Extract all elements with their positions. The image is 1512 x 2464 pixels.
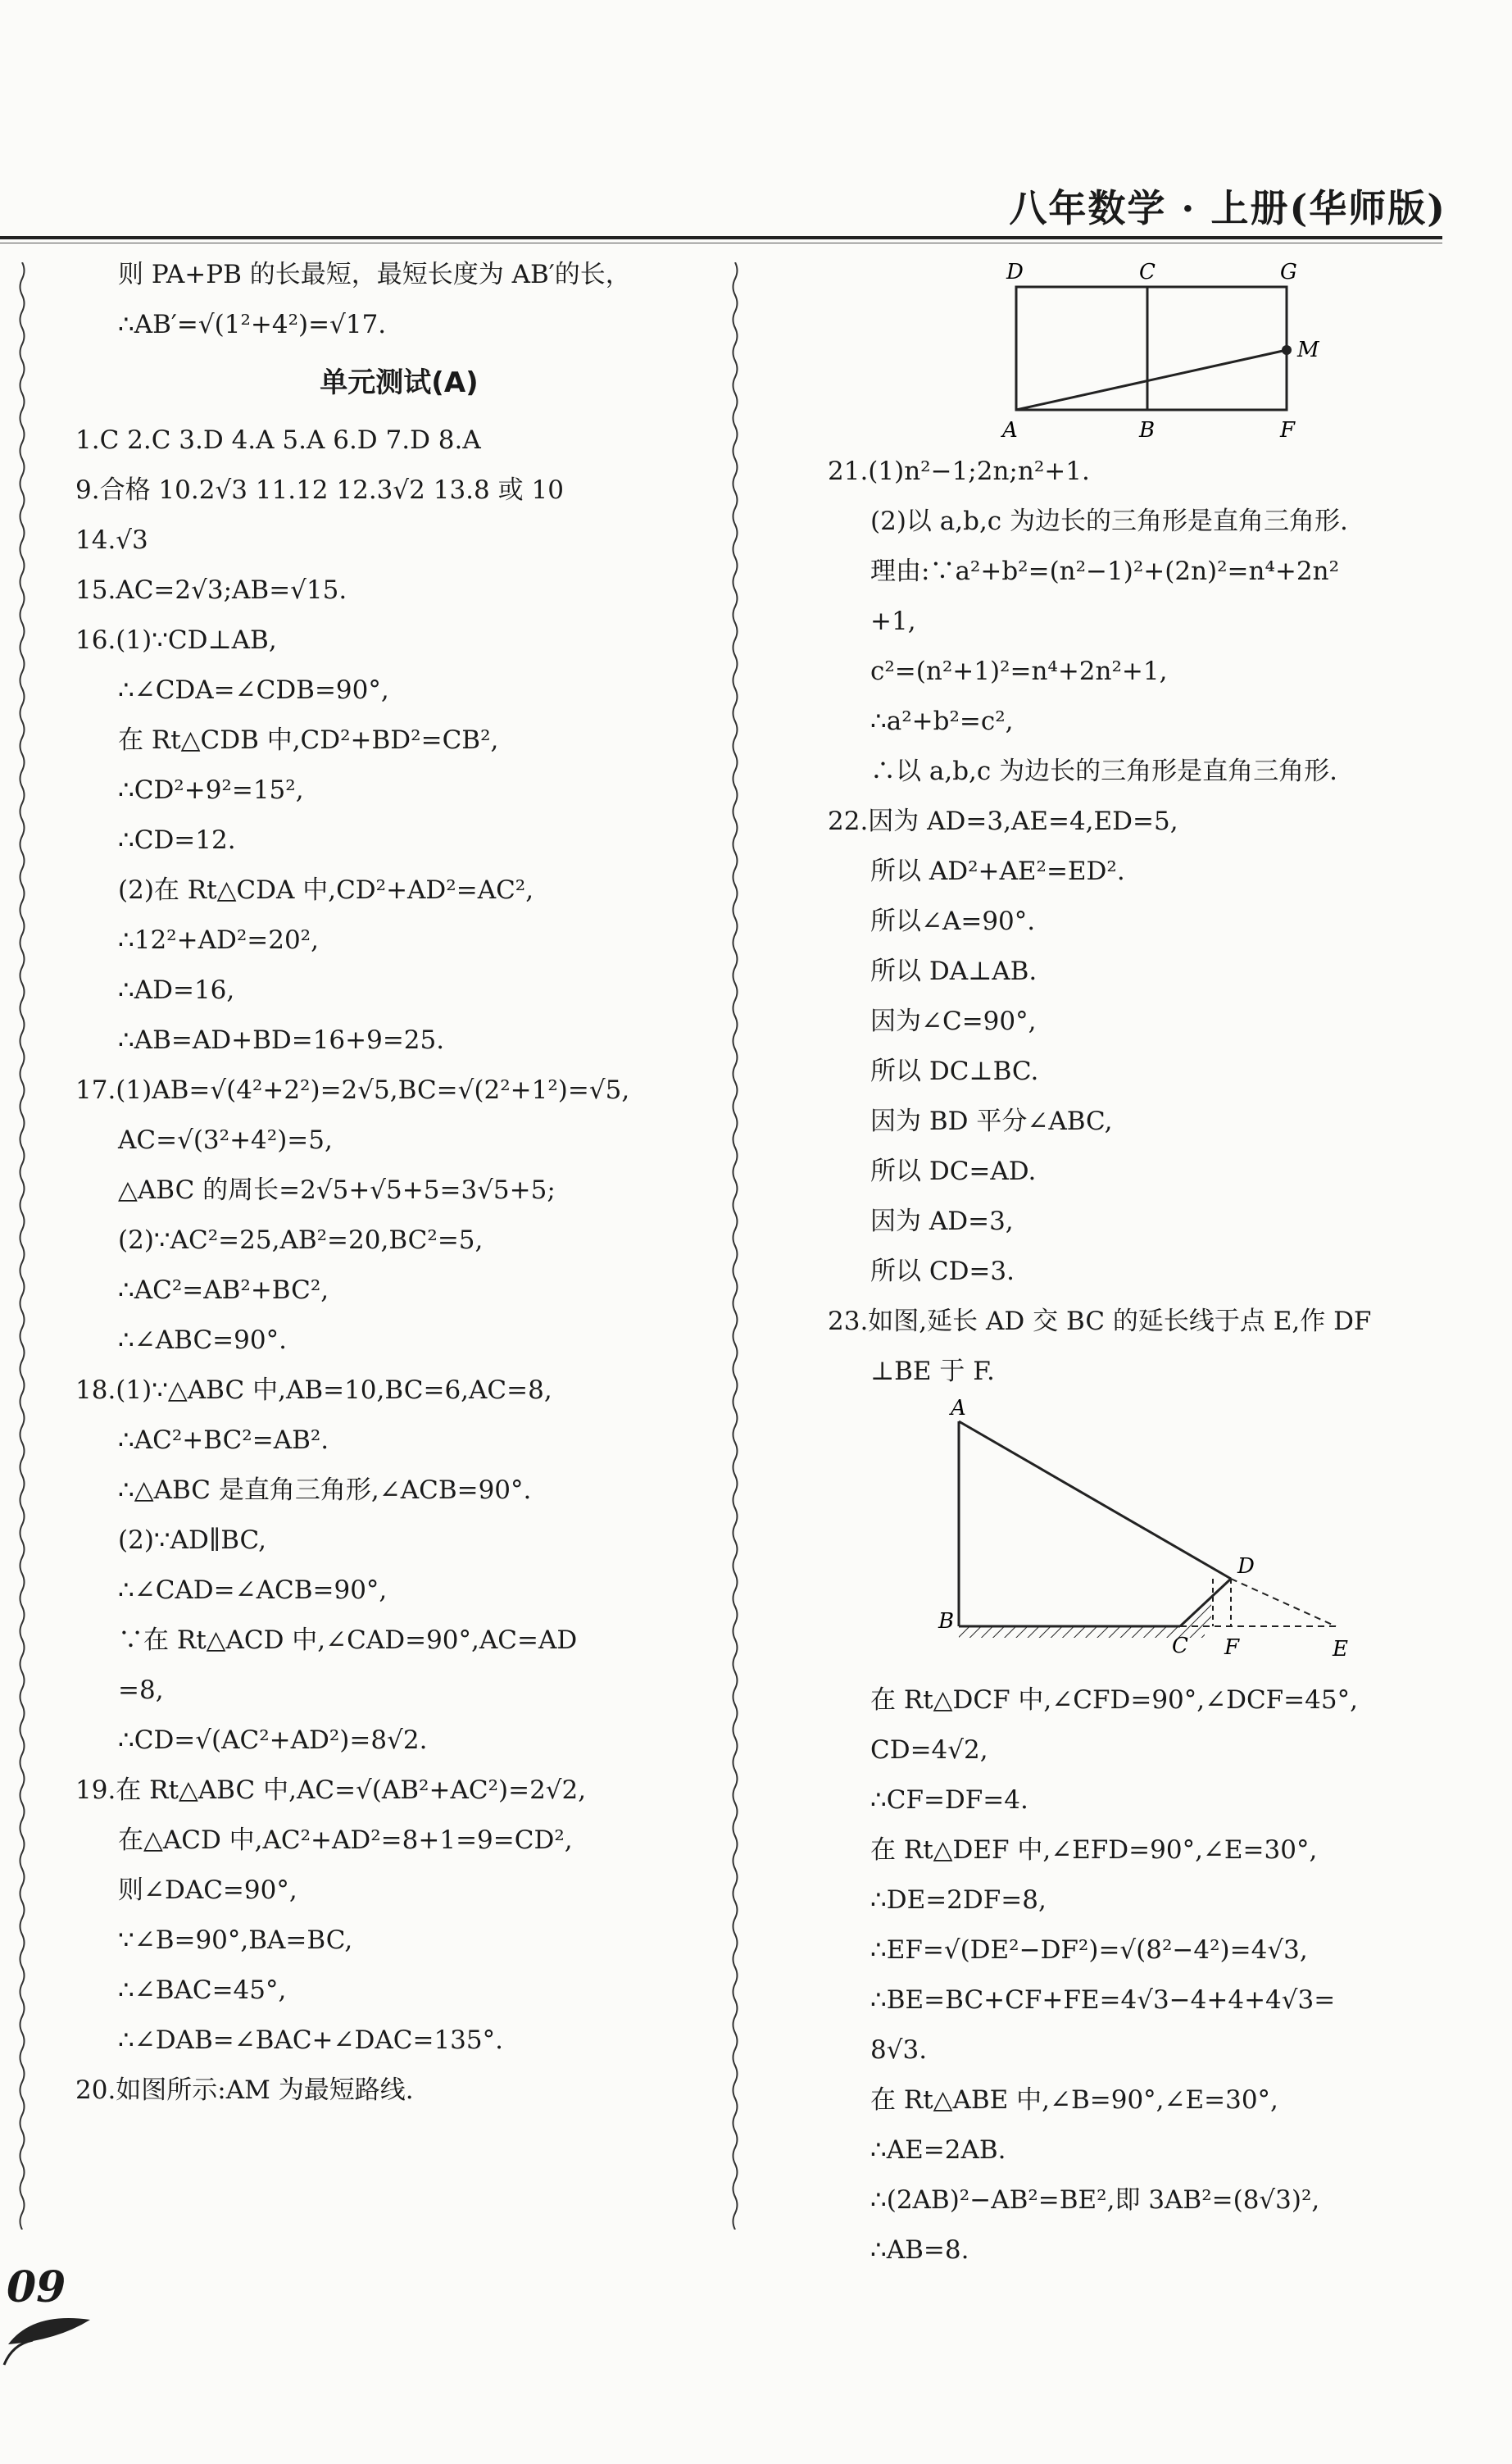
text-line: ∴EF=√(DE²−DF²)=√(8²−4²)=4√3, bbox=[870, 1935, 1308, 1965]
label-D: D bbox=[1006, 260, 1024, 284]
text-line: ∴∠ABC=90°. bbox=[118, 1325, 287, 1355]
text-line: 因为 AD=3, bbox=[870, 1207, 1014, 1236]
text-line: 20.如图所示:AM 为最短路线. bbox=[75, 2075, 414, 2105]
text-line: 17.(1)AB=√(4²+2²)=2√5,BC=√(2²+1²)=√5, bbox=[75, 1075, 630, 1105]
column-wavy-divider bbox=[731, 262, 739, 2230]
answer-list bbox=[828, 447, 1451, 1397]
text-line: ∴(2AB)²−AB²=BE²,即 3AB²=(8√3)², bbox=[870, 2185, 1320, 2215]
text-line: 所以∠A=90°. bbox=[870, 907, 1036, 936]
text-line: ∴CF=DF=4. bbox=[870, 1785, 1028, 1815]
left-column bbox=[75, 250, 723, 2116]
text-line: ∴∠BAC=45°, bbox=[118, 1975, 287, 2005]
text-line: 因为 BD 平分∠ABC, bbox=[870, 1107, 1113, 1136]
triangle-figure bbox=[828, 1397, 1451, 1675]
text-line: ∴AB=8. bbox=[870, 2235, 969, 2265]
label-C: C bbox=[1139, 260, 1156, 284]
text-line: 22.因为 AD=3,AE=4,ED=5, bbox=[828, 807, 1178, 836]
text-line: ⊥BE 于 F. bbox=[870, 1357, 995, 1386]
text-line: +1, bbox=[870, 607, 916, 636]
text-line: ∴以 a,b,c 为边长的三角形是直角三角形. bbox=[870, 757, 1337, 786]
header-title: 八年数学 · 上册(华师版) bbox=[1009, 186, 1446, 230]
label-M: M bbox=[1297, 338, 1319, 362]
text-line: ∴12²+AD²=20², bbox=[118, 925, 319, 955]
text-line: (2)以 a,b,c 为边长的三角形是直角三角形. bbox=[870, 507, 1348, 536]
text-line: ∴AB=AD+BD=16+9=25. bbox=[118, 1025, 445, 1055]
text-line: ∴AC²+BC²=AB². bbox=[118, 1425, 329, 1455]
label-A: A bbox=[1002, 418, 1018, 443]
label-D: D bbox=[1237, 1554, 1255, 1579]
text-line: =8, bbox=[118, 1675, 164, 1705]
text-line: 在 Rt△DCF 中,∠CFD=90°,∠DCF=45°, bbox=[870, 1685, 1358, 1715]
label-E: E bbox=[1333, 1637, 1348, 1662]
text-line: ∴AB′=√(1²+4²)=√17. bbox=[118, 310, 387, 339]
answer-list bbox=[75, 416, 723, 2116]
text-line: 8√3. bbox=[870, 2035, 928, 2065]
text-line: 1.C 2.C 3.D 4.A 5.A 6.D 7.D 8.A bbox=[75, 425, 481, 455]
text-line: 所以 DC=AD. bbox=[870, 1157, 1037, 1186]
text-line: 21.(1)n²−1;2n;n²+1. bbox=[828, 457, 1090, 486]
section-title: 单元测试(A) bbox=[320, 366, 479, 399]
text-line: c²=(n²+1)²=n⁴+2n²+1, bbox=[870, 657, 1168, 686]
text-line: ∴∠DAB=∠BAC+∠DAC=135°. bbox=[118, 2025, 503, 2055]
triangle-figure-svg bbox=[828, 1397, 1451, 1675]
text-line: (2)在 Rt△CDA 中,CD²+AD²=AC², bbox=[118, 875, 534, 905]
text-line: 19.在 Rt△ABC 中,AC=√(AB²+AC²)=2√2, bbox=[75, 1775, 587, 1805]
text-line: ∴AC²=AB²+BC², bbox=[118, 1275, 329, 1305]
text-line: (2)∵AC²=25,AB²=20,BC²=5, bbox=[118, 1225, 484, 1255]
text-line: ∴∠CAD=∠ACB=90°, bbox=[118, 1575, 388, 1605]
text-line: 15.AC=2√3;AB=√15. bbox=[75, 575, 347, 605]
leaf-decoration-icon bbox=[0, 2295, 98, 2369]
text-line: 则 PA+PB 的长最短，最短长度为 AB′的长， bbox=[118, 260, 631, 289]
text-line: 所以 CD=3. bbox=[870, 1257, 1015, 1286]
page-number: 09 bbox=[7, 2262, 66, 2312]
text-line: 在 Rt△CDB 中,CD²+BD²=CB², bbox=[118, 725, 499, 755]
text-line: 理由:∵a²+b²=(n²−1)²+(2n)²=n⁴+2n² bbox=[870, 557, 1340, 586]
text-line: ∴AD=16, bbox=[118, 975, 235, 1005]
text-line: 所以 DA⊥AB. bbox=[870, 957, 1038, 986]
text-line: 所以 AD²+AE²=ED². bbox=[870, 857, 1125, 886]
right-column bbox=[828, 250, 1451, 2275]
text-line: 在 Rt△DEF 中,∠EFD=90°,∠E=30°, bbox=[870, 1835, 1318, 1865]
text-line: ∵∠B=90°,BA=BC, bbox=[118, 1925, 353, 1955]
header-rule bbox=[0, 236, 1442, 239]
rectangle-figure bbox=[828, 250, 1451, 447]
text-line: ∴△ABC 是直角三角形,∠ACB=90°. bbox=[118, 1475, 532, 1505]
text-line: ∴a²+b²=c², bbox=[870, 707, 1014, 736]
text-line: ∴DE=2DF=8, bbox=[870, 1885, 1047, 1915]
answer-list bbox=[828, 1675, 1451, 2275]
text-line: 9.合格 10.2√3 11.12 12.3√2 13.8 或 10 bbox=[75, 475, 564, 505]
text-line: (2)∵AD∥BC, bbox=[118, 1525, 267, 1555]
text-line: AC=√(3²+4²)=5, bbox=[118, 1125, 333, 1155]
text-line: 23.如图,延长 AD 交 BC 的延长线于点 E,作 DF bbox=[828, 1307, 1372, 1336]
text-line: 在△ACD 中,AC²+AD²=8+1=9=CD², bbox=[118, 1825, 573, 1855]
text-line: 在 Rt△ABE 中,∠B=90°,∠E=30°, bbox=[870, 2085, 1278, 2115]
rectangle-figure-svg bbox=[828, 250, 1451, 447]
left-wavy-border bbox=[18, 262, 26, 2230]
text-line: ∴CD=12. bbox=[118, 825, 236, 855]
text-line: 18.(1)∵△ABC 中,AB=10,BC=6,AC=8, bbox=[75, 1375, 552, 1405]
text-line: ∵在 Rt△ACD 中,∠CAD=90°,AC=AD bbox=[118, 1625, 578, 1655]
label-C: C bbox=[1172, 1634, 1188, 1658]
text-line: 14.√3 bbox=[75, 525, 148, 555]
text-line: 所以 DC⊥BC. bbox=[870, 1057, 1039, 1086]
label-F: F bbox=[1224, 1635, 1240, 1660]
label-B: B bbox=[1139, 418, 1156, 443]
text-line: ∴AE=2AB. bbox=[870, 2135, 1006, 2165]
text-line: ∴CD²+9²=15², bbox=[118, 775, 304, 805]
label-F: F bbox=[1280, 418, 1296, 443]
text-line: 因为∠C=90°, bbox=[870, 1007, 1037, 1036]
label-A: A bbox=[951, 1397, 966, 1421]
text-line: CD=4√2, bbox=[870, 1735, 988, 1765]
label-G: G bbox=[1280, 260, 1297, 284]
label-B: B bbox=[938, 1609, 955, 1634]
text-line: 16.(1)∵CD⊥AB, bbox=[75, 625, 277, 655]
text-line: 则∠DAC=90°, bbox=[118, 1875, 297, 1905]
text-line: ∴BE=BC+CF+FE=4√3−4+4+4√3= bbox=[870, 1985, 1336, 2015]
text-line: ∴∠CDA=∠CDB=90°, bbox=[118, 675, 389, 705]
text-line: ∴CD=√(AC²+AD²)=8√2. bbox=[118, 1725, 428, 1755]
text-line: △ABC 的周长=2√5+√5+5=3√5+5; bbox=[118, 1175, 556, 1205]
